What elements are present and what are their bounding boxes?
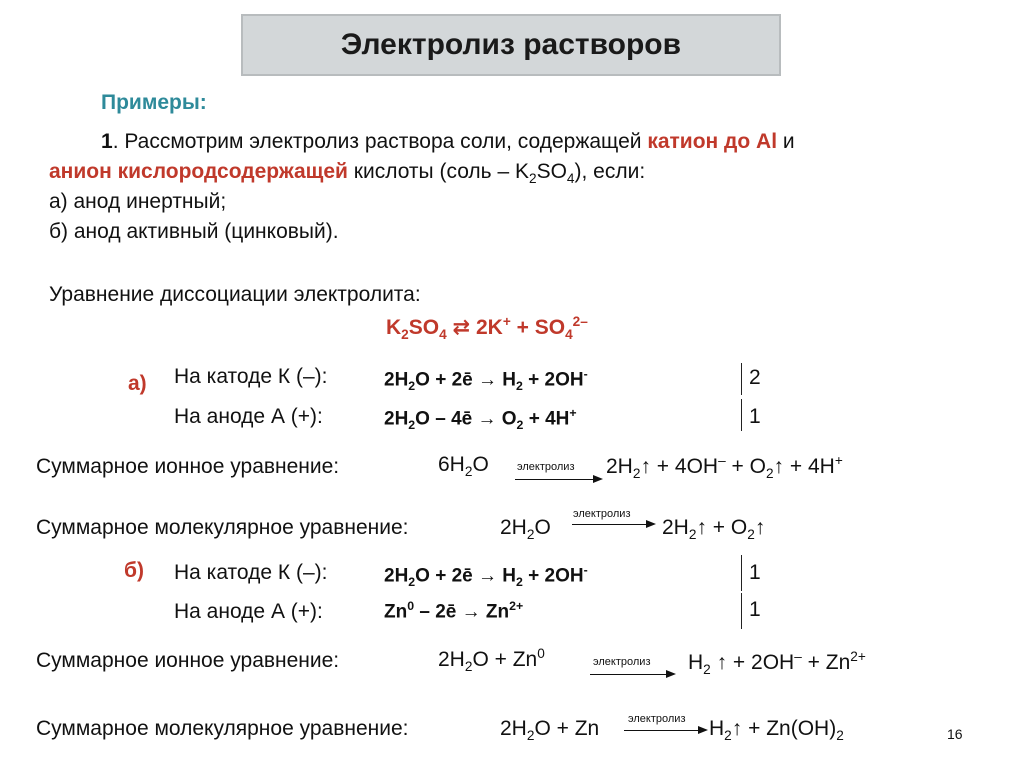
part-a-anode-factor: 1 xyxy=(749,405,761,428)
part-b-ionic-rhs: $H_2$ ↑ + $2OH^- + Zn^{2+}$ xyxy=(688,649,866,678)
diss-arrow: ⇄ 2K xyxy=(446,316,503,339)
part-b-cathode-factor: 1 xyxy=(749,561,761,584)
part-a-anode-label: На аноде А (+): xyxy=(174,405,323,428)
intro-part4: ), если: xyxy=(574,160,646,183)
diss-so: SO xyxy=(408,316,440,339)
intro-line-2 xyxy=(49,160,645,186)
part-a-ionic-lhs: $6H_2O$ xyxy=(438,453,489,480)
page-number: 16 xyxy=(947,726,963,742)
intro-line-1 xyxy=(101,130,795,154)
title-box xyxy=(241,14,781,76)
part-b-ionic-lhs: $2H_2O + Zn^0$ xyxy=(438,646,545,675)
diss-sub-2: 4 xyxy=(439,327,447,343)
part-b-mol-arrow xyxy=(624,730,700,731)
diss-k: K xyxy=(386,316,402,339)
intro-part2: и xyxy=(777,130,795,153)
part-a-mol-arrow-head xyxy=(646,520,656,528)
dissociation-equation xyxy=(386,314,588,342)
part-a-cathode-equation: $2H_2O$ + 2ē → $H_2 + 2OH^-$ xyxy=(384,367,588,394)
part-a-mol-lhs: $2H_2O$ xyxy=(500,516,551,543)
salt-sub-2: 4 xyxy=(566,171,575,187)
part-a-cathode-bar xyxy=(741,363,742,395)
part-a-cathode-label: На катоде К (–): xyxy=(174,365,328,388)
diss-so4: + SO xyxy=(510,316,566,339)
salt-mid: SO xyxy=(536,160,567,183)
case-a-text: а) анод инертный; xyxy=(49,190,227,213)
intro-number: 1 xyxy=(101,130,113,153)
part-a-ionic-label: Суммарное ионное уравнение: xyxy=(36,455,340,478)
intro-part3: кислоты (соль – K xyxy=(347,160,529,183)
part-a-mol-label: Суммарное молекулярное уравнение: xyxy=(36,516,409,539)
page-title: Электролиз растворов xyxy=(340,28,682,61)
part-b-cathode-bar xyxy=(741,555,742,591)
intro-highlight-cation: катион до Al xyxy=(647,130,778,153)
part-a-mol-arrow-label: электролиз xyxy=(573,508,631,520)
part-b-anode-equation: Zn$^0$ – 2ē → $Zn^{2+}$ xyxy=(384,599,524,623)
part-a-ionic-arrow-label: электролиз xyxy=(517,461,575,473)
part-b-mol-arrow-label: электролиз xyxy=(628,713,686,725)
part-b-anode-factor: 1 xyxy=(749,598,761,621)
part-a-anode-equation: $2H_2O$ – 4ē → $O_2 + 4H^+$ xyxy=(384,406,577,433)
part-a-ionic-arrow-head xyxy=(593,475,603,483)
part-a-label: а) xyxy=(128,372,147,395)
part-a-mol-rhs: $2H_2↑$ + $O_2↑$ xyxy=(662,516,766,543)
part-a-cathode-factor: 2 xyxy=(749,366,761,389)
part-b-mol-label: Суммарное молекулярное уравнение: xyxy=(36,717,409,740)
part-b-cathode-label: На катоде К (–): xyxy=(174,561,328,584)
salt-sub-1: 2 xyxy=(528,171,537,187)
dissociation-label: Уравнение диссоциации электролита: xyxy=(49,283,421,306)
part-a-ionic-rhs: $2H_2↑ + 4OH^-$ + $O_2↑ + 4H^+$ xyxy=(606,453,843,482)
part-b-ionic-arrow-head xyxy=(666,670,676,678)
part-b-anode-bar xyxy=(741,593,742,629)
intro-highlight-anion: анион кислородсодержащей xyxy=(49,160,348,183)
examples-label: Примеры: xyxy=(101,91,207,114)
part-b-mol-rhs: $H_2↑ + Zn(OH)_2$ xyxy=(709,717,844,744)
part-a-mol-arrow xyxy=(572,524,648,525)
diss-charge: 2– xyxy=(572,314,588,329)
part-b-mol-arrow-head xyxy=(698,726,708,734)
diss-sub-1: 2 xyxy=(401,327,409,343)
part-b-mol-lhs: $2H_2O + Zn$ xyxy=(500,717,600,744)
part-b-cathode-equation: $2H_2O$ + 2ē → $H_2 + 2OH^-$ xyxy=(384,563,588,590)
part-b-ionic-arrow xyxy=(590,674,668,675)
diss-sup-plus: + xyxy=(502,314,511,329)
part-b-anode-label: На аноде А (+): xyxy=(174,600,323,623)
case-b-text: б) анод активный (цинковый). xyxy=(49,220,339,243)
part-b-label: б) xyxy=(124,559,144,582)
part-b-ionic-label: Суммарное ионное уравнение: xyxy=(36,649,340,672)
diss-sub-3: 4 xyxy=(565,327,573,343)
part-a-ionic-arrow xyxy=(515,479,595,480)
part-b-ionic-arrow-label: электролиз xyxy=(593,656,651,668)
intro-part1: . Рассмотрим электролиз раствора соли, содержащей xyxy=(112,130,648,153)
part-a-anode-bar xyxy=(741,399,742,431)
